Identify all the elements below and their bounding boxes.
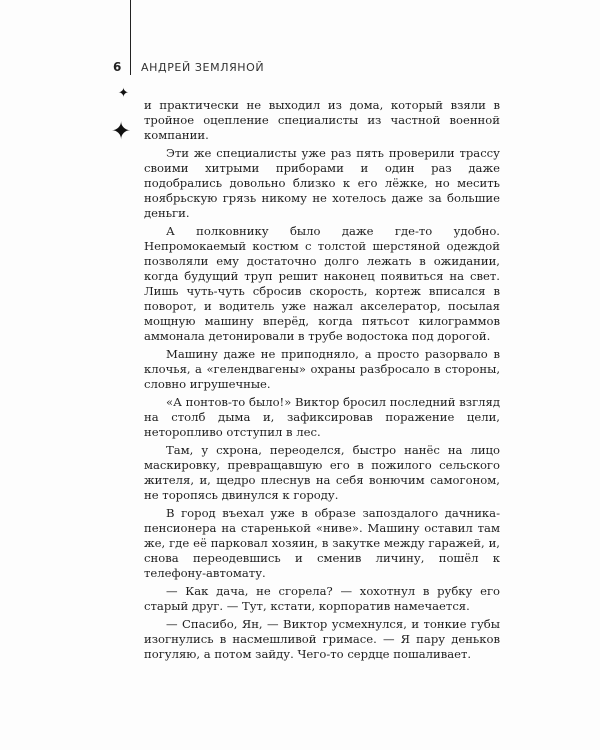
paragraph: «А понтов-то было!» Виктор бросил последний взгляд на столб дыма и, зафиксировав поражение цели, неторопливо отступил в лес. [144, 395, 500, 439]
large-star-ornament-icon: ✦ [111, 117, 132, 145]
running-head-author: АНДРЕЙ ЗЕМЛЯНОЙ [141, 61, 265, 74]
body-text [144, 98, 500, 665]
page-number: 6 [113, 60, 122, 74]
dialogue-paragraph: — Как дача, не сгорела? — хохотнул в рубку его старый друг. — Тут, кстати, корпоратив намечается. [144, 584, 500, 613]
paragraph: и практически не выходил из дома, который взяли в тройное оцепление специалисты из частной военной компании. [144, 98, 500, 142]
dialogue-paragraph: — Спасибо, Ян, — Виктор усмехнулся, и тонкие губы изогнулись в насмешливой гримасе. — Я пару деньков погуляю, а потом зайду. Чего-то сердце пошаливает. [144, 617, 500, 661]
paragraph: В город въехал уже в образе запоздалого дачника-пенсионера на старенькой «ниве». Машину оставил там же, где её парковал хозяин, в закутке между гаражей, и, снова переодевшись и сменив личину, пошёл к телефону-автомату. [144, 506, 500, 580]
paragraph: А полковнику было даже где-то удобно. Непромокаемый костюм с толстой шерстяной одеждой позволяли ему достаточно долго лежать в ожидании, когда будущий труп решит наконец появиться на свет. Лишь чуть-чуть сбросив скорость, кортеж вписался в поворот, и водитель уже нажал акселератор, посылая мощную машину вперёд, когда пятьсот килограммов аммонала детонировали в трубе водостока под дорогой. [144, 224, 500, 343]
small-star-ornament-icon: ✦ [118, 86, 129, 101]
paragraph: Эти же специалисты уже раз пять проверили трассу своими хитрыми приборами и один раз даже подобрались довольно близко к его лёжке, но месить ноябрьскую грязь никому не хотелось даже за большие деньги. [144, 146, 500, 220]
header-vertical-rule [130, 0, 131, 75]
paragraph: Там, у схрона, переоделся, быстро нанёс на лицо маскировку, превращавшую его в пожилого сельского жителя, и, щедро плеснув на себя вонючим самогоном, не торопясь двинулся к городу. [144, 443, 500, 502]
paragraph: Машину даже не приподняло, а просто разорвало в клочья, а «гелендвагены» охраны разбросало в стороны, словно игрушечные. [144, 347, 500, 391]
